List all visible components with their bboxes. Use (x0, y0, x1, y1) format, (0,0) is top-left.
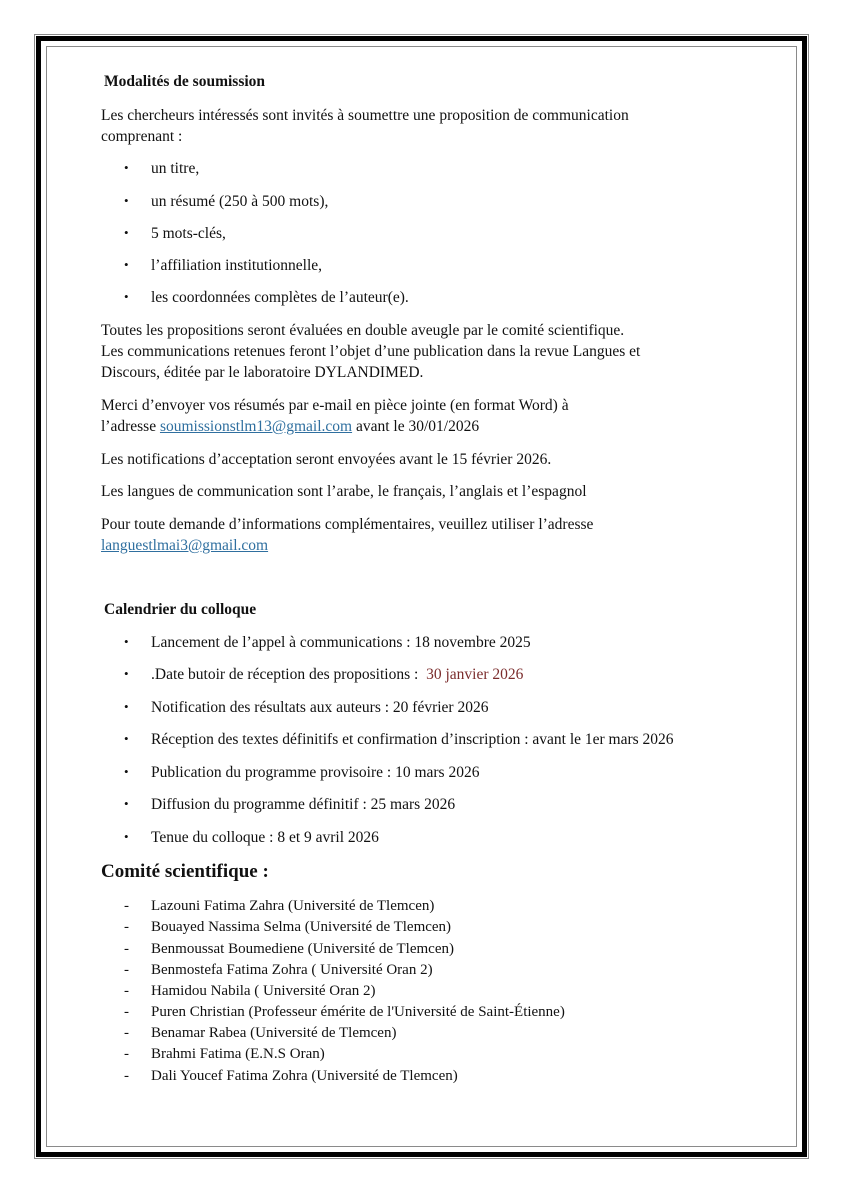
bullet-icon: • (124, 257, 129, 272)
review-line-3: Discours, éditée par le laboratoire DYLANDIMED. (101, 364, 424, 381)
dash-icon: - (124, 983, 129, 999)
committee-heading: Comité scientifique : (101, 861, 269, 882)
bullet-icon: • (124, 634, 129, 649)
send-line-2: l’adresse soumissionstlm13@gmail.com avant le 30/01/2026 (101, 418, 480, 435)
send-line-1: Merci d’envoyer vos résumés par e-mail en pièce jointe (en format Word) à (101, 397, 569, 414)
bullet-icon: • (124, 289, 129, 304)
bullet-icon: • (124, 666, 129, 681)
dash-icon: - (124, 1046, 129, 1062)
calendar-heading: Calendrier du colloque (104, 601, 257, 618)
review-line-1: Toutes les propositions seront évaluées en double aveugle par le comité scientifique. (101, 322, 625, 339)
submission-heading: Modalités de soumission (104, 73, 266, 90)
info-email-link[interactable]: languestlmai3@gmail.com (101, 537, 269, 554)
submission-intro-2: comprenant : (101, 128, 183, 145)
bullet-icon: • (124, 731, 129, 746)
info-email-line (101, 536, 268, 556)
bullet-icon: • (124, 699, 129, 714)
languages-line: Les langues de communication sont l’arabe, le français, l’anglais et l’espagnol (101, 483, 587, 500)
bullet-icon: • (124, 193, 129, 208)
bullet-icon: • (124, 225, 129, 240)
bullet-icon: • (124, 160, 129, 175)
review-line-2: Les communications retenues feront l’objet d’une publication dans la revue Langues et (101, 343, 641, 360)
submission-email-link[interactable]: soumissionstlm13@gmail.com (159, 418, 353, 435)
dash-icon: - (124, 1004, 129, 1020)
dash-icon: - (124, 1025, 129, 1041)
dash-icon: - (124, 941, 129, 957)
info-line: Pour toute demande d’informations complémentaires, veuillez utiliser l’adresse (101, 516, 594, 533)
deadline-date: 30 janvier 2026 (426, 666, 524, 683)
page-border-inner (46, 46, 797, 1147)
dash-icon: - (124, 898, 129, 914)
dash-icon: - (124, 962, 129, 978)
notification-line: Les notifications d’acceptation seront envoyées avant le 15 février 2026. (101, 451, 552, 468)
bullet-icon: • (124, 796, 129, 811)
bullet-icon: • (124, 764, 129, 779)
dash-icon: - (124, 1068, 129, 1084)
dash-icon: - (124, 919, 129, 935)
bullet-icon: • (124, 829, 129, 844)
submission-intro-1: Les chercheurs intéressés sont invités à soumettre une proposition de communication (101, 107, 629, 124)
